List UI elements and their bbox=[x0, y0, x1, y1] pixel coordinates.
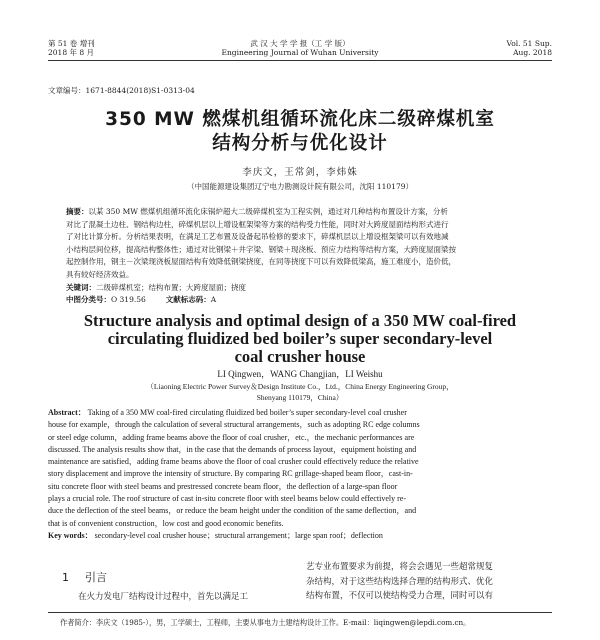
en-keywords-text: secondary-level coal crusher house；structural arrangement；large span roof；deflection bbox=[94, 530, 383, 540]
cn-affiliation: （中国能源建设集团辽宁电力勘测设计院有限公司，沈阳 110179） bbox=[186, 182, 413, 191]
en-abstract bbox=[48, 407, 552, 542]
cn-abstract-line: 对比了混凝土边柱、钢结构边柱，碎煤机层以上增设框架梁等方案的结构受力性能，同时对大跨度屋面结构形式进行 bbox=[66, 219, 449, 229]
author-footnote: 作者简介：李庆文（1985-），男，工学硕士，工程师，主要从事电力土建结构设计工作。E-mail：liqingwen@lepdi.com.cn。 bbox=[60, 618, 471, 627]
cn-abstract-line: 起控制作用，钢主－次梁现浇板屋面结构有效降低钢梁挠度，在同等挠度下可以有效降低梁高，施工难度小，造价低， bbox=[66, 257, 456, 267]
en-title-line-2: circulating fluidized bed boiler’s super secondary-level bbox=[107, 329, 493, 348]
header-journal-cn: 武 汉 大 学 学 报（工 学 版） bbox=[250, 39, 350, 48]
intro-left-text: 在火力发电厂结构设计过程中，首先以满足工 bbox=[78, 592, 249, 602]
en-abstract-line bbox=[48, 407, 552, 419]
cn-abstract-line: 小结构层间位移，提高结构整体性；通过对比钢梁＋井字梁、钢梁＋现浇板、预应力结构等结构方案，大跨度屋面梁按 bbox=[66, 244, 456, 254]
header-date-line: 2018 年 8 月 bbox=[48, 48, 95, 57]
en-abstract-line: duce the deflection of the steel beams，or reduce the beam height under the condition of the same deflection，and bbox=[48, 506, 417, 516]
intro-right-text bbox=[306, 560, 556, 604]
intro-right-line: 艺专业布置要求为前提，将会会遇见一些超常规复 bbox=[306, 562, 494, 572]
en-abstract-line: or steel edge column，adding frame beams above the floor of coal crusher，etc.，the mechanic performances are bbox=[48, 432, 415, 442]
cn-title-line-2: 结构分析与优化设计 bbox=[212, 133, 388, 154]
cn-classification bbox=[66, 294, 536, 307]
header-volume-en bbox=[507, 39, 553, 57]
cn-authors: 李庆文，王常剑，李炜姝 bbox=[242, 167, 358, 178]
en-title-line-3: coal crusher house bbox=[234, 347, 366, 366]
header-volume-line: 第 51 卷 增刊 bbox=[48, 39, 95, 48]
section-heading-intro bbox=[62, 569, 107, 585]
en-affiliation-line-1: （Liaoning Electric Power Survey＆Design Institute Co.，Ltd.，China Energy Engineering Group， bbox=[146, 382, 454, 391]
header-journal-en: Engineering Journal of Wuhan University bbox=[221, 48, 379, 57]
en-keywords-label: Key words： bbox=[48, 530, 93, 540]
doc-code-label: 文献标志码： bbox=[165, 295, 211, 305]
en-abstract-line: story displacement and improve the intensity of structure. By comparing RC grillage-shaped beam floor，cast-in- bbox=[48, 469, 413, 479]
en-abstract-line: discussed. The analysis results show that，in the case that the demands of process layout，equipment hoisting and bbox=[48, 444, 417, 454]
doc-code-value: A bbox=[210, 295, 217, 305]
article-number: 文章编号：1671-8844(2018)S1-0313-04 bbox=[48, 86, 195, 95]
footnote-rule bbox=[48, 612, 552, 613]
en-abstract-line: that is of convenient construction，low cost and good economic benefits. bbox=[48, 518, 284, 528]
cn-abstract-line: 具有较好经济效益。 bbox=[66, 269, 134, 279]
cn-title-line-1: 350 MW 燃煤机组循环流化床二级碎煤机室 bbox=[105, 109, 495, 130]
en-title-line-1: Structure analysis and optimal design of a 350 MW coal-fired bbox=[83, 311, 517, 330]
intro-right-line: 结构布置，不仅可以使结构受力合理，同时可以有 bbox=[306, 591, 494, 601]
cn-keywords bbox=[66, 282, 536, 295]
en-keywords bbox=[48, 530, 552, 542]
clc-label: 中图分类号： bbox=[66, 295, 111, 305]
header-rule bbox=[48, 60, 552, 61]
cn-abstract bbox=[66, 206, 536, 307]
en-abstract-label: Abstract： bbox=[48, 408, 86, 417]
cn-abstract-text: 以某 350 MW 燃煤机组循环流化床锅炉超大二级碎煤机室为工程实例，通过对几种结构布置设计方案，分析 bbox=[88, 207, 448, 216]
en-abstract-line: situ concrete floor with steel beams and prestressed concrete beam floor，the deflection of a large-span floor bbox=[48, 481, 398, 491]
cn-keywords-label: 关键词： bbox=[66, 282, 96, 292]
intro-right-line: 杂结构，对于这些结构选择合理的结构形式、优化 bbox=[306, 576, 494, 587]
cn-abstract-line: 了对比计算分析。分析结果表明，在满足工艺布置及设备起吊检修的要求下，碎煤机层以上增设框架梁可以有效地减 bbox=[66, 232, 449, 242]
clc-value: O 319.56 bbox=[111, 295, 146, 305]
en-abstract-line: maintenance are satisfied，adding frame beams above the floor of coal crusher could effectively reduce the relative bbox=[48, 457, 419, 467]
en-authors: LI Qingwen，WANG Changjian，LI Weishu bbox=[217, 369, 383, 379]
cn-keywords-text: 二级碎煤机室；结构布置；大跨度屋面；挠度 bbox=[96, 282, 246, 292]
cn-abstract-line bbox=[66, 206, 536, 219]
en-affiliation-line-2: Shenyang 110179，China） bbox=[256, 393, 344, 402]
header-volume-en-line: Vol. 51 Sup. bbox=[506, 39, 552, 48]
section-title: 引言 bbox=[85, 571, 107, 584]
header-date-en-line: Aug. 2018 bbox=[513, 48, 552, 57]
en-abstract-line: plays a crucial role. The roof structure of cast in-situ concrete floor with steel beams below could effectively re- bbox=[48, 494, 407, 504]
en-abstract-line: house for example，through the calculation of several structural arrangements，such as adopting RC edge columns bbox=[48, 420, 420, 430]
section-number: 1 bbox=[62, 571, 69, 584]
cn-abstract-label: 摘要： bbox=[66, 207, 89, 216]
en-abstract-text: Taking of a 350 MW coal-fired circulating fluidized bed boiler’s super secondary-level coal crusher bbox=[87, 408, 407, 417]
